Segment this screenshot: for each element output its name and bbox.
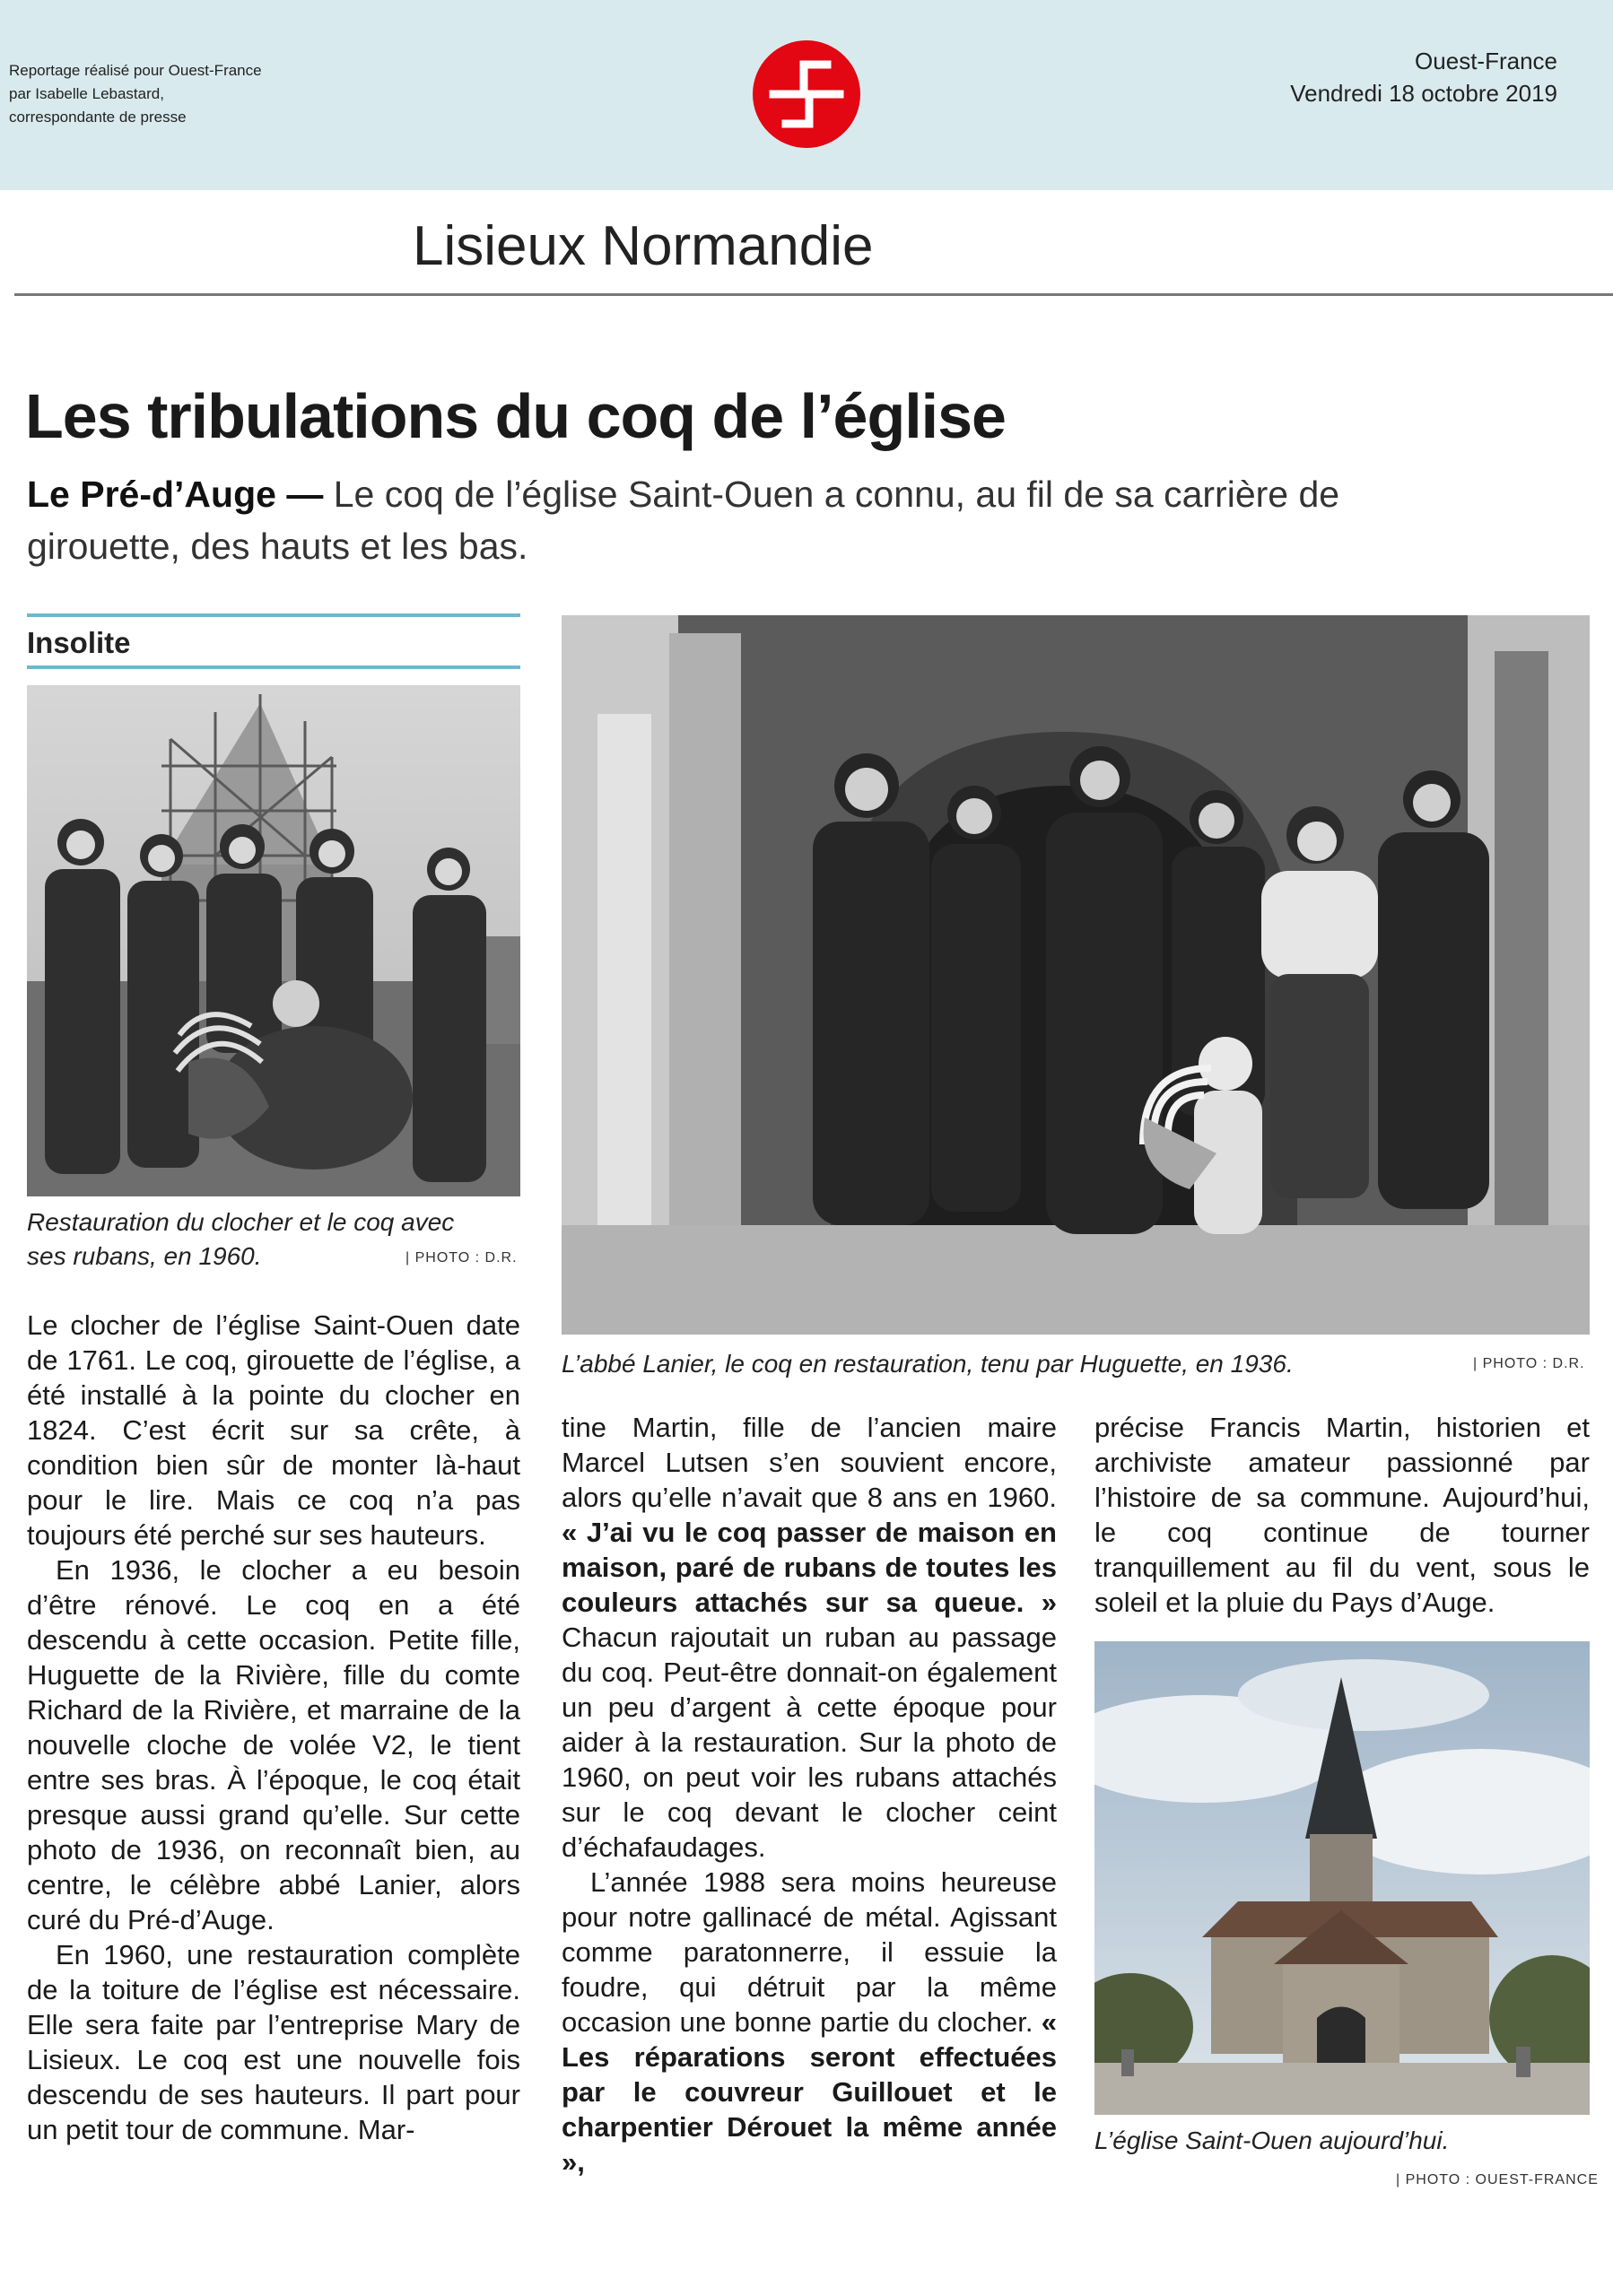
reportage-line-2: par Isabelle Lebastard, (9, 85, 164, 102)
section-title: Lisieux Normandie (413, 215, 874, 277)
dek-place: Le Pré-d’Auge — (27, 474, 324, 515)
photo-1936-group (562, 615, 1590, 1335)
col1-paragraph-1: Le clocher de l’église Saint-Ouen date de 1761. Le coq, girouette de l’église, a été installé à la pointe du clocher en 1824. C’est écrit sur sa crête, à condition bien sûr de monter là-haut pour le lire. Mais ce coq n’a pas toujours été perché sur ses hauteurs. (27, 1309, 520, 1551)
photo-1936-credit: | PHOTO : D.R. (1473, 1356, 1585, 1371)
article-column-2 (562, 1410, 1057, 2179)
rubric-rule-top (27, 613, 520, 617)
col2-paragraph-1 (562, 1410, 1057, 1865)
reportage-credit (9, 59, 386, 129)
publication-date: Vendredi 18 octobre 2019 (1290, 80, 1557, 107)
reportage-line-3: correspondante de presse (9, 109, 187, 126)
publication-info (1166, 45, 1557, 109)
reportage-line-1: Reportage réalisé pour Ouest-France (9, 62, 262, 79)
publication-name: Ouest-France (1415, 48, 1557, 74)
rubric-label: Insolite (27, 626, 131, 659)
article-dek (27, 468, 1498, 572)
photo-1960-restoration (27, 685, 520, 1196)
photo-church-caption: L’église Saint-Ouen aujourd’hui. (1094, 2126, 1450, 2154)
photo-1936-caption: L’abbé Lanier, le coq en restauration, tenu par Huguette, en 1936. (562, 1350, 1294, 1378)
photo-1960-caption: Restauration du clocher et le coq avec ses rubans, en 1960. (27, 1208, 455, 1270)
col3-paragraph-1: précise Francis Martin, historien et archiviste amateur passionné par l’histoire de sa commune. Aujourd’hui, le coq continue de tourner tranquillement au fil du vent, sous le soleil et la pluie du Pays d’Auge. (1094, 1412, 1590, 1618)
col1-paragraph-2: En 1936, le clocher a eu besoin d’être rénové. Le coq en a été descendu à cette occasion. Petite fille, Huguette de la Rivière, fille du comte Richard de la Rivière, et marraine de la nouvelle cloche de volée V2, le tient entre ses bras. À l’époque, le coq était presque aussi grand qu’elle. Sur cette photo de 1936, on reconnaît bien, au centre, le célèbre abbé Lanier, alors curé du Pré-d’Auge. (27, 1554, 520, 1935)
photo-1960-credit: | PHOTO : D.R. (405, 1250, 518, 1265)
rubric-rule-bottom (27, 665, 520, 669)
article-headline: Les tribulations du coq de l’église (25, 381, 1006, 451)
col2-quote-1: « J’ai vu le coq passer de maison en maison, paré de rubans de toutes les couleurs attachés sur sa queue. » (562, 1517, 1057, 1618)
photo-church-credit: | PHOTO : OUEST-FRANCE (1396, 2172, 1599, 2187)
dek-text: Le coq de l’église Saint-Ouen a connu, au fil de sa carrière de girouette, des hauts et les bas. (27, 474, 1340, 567)
article-column-1 (27, 1308, 520, 2147)
ouest-france-logo-icon (752, 39, 861, 149)
photo-church-today (1094, 1641, 1590, 2115)
col2-text-b: Chacun rajoutait un ruban au passage du coq. Peut-être donnait-on également un peu d’argent à cette époque pour aider à la restauration. Sur la photo de 1960, on peut voir les rubans attachés sur le coq devant le clocher ceint d’échafaudages. (562, 1622, 1057, 1863)
section-divider (14, 293, 1613, 296)
col1-paragraph-3: En 1960, une restauration complète de la toiture de l’église est nécessaire. Elle sera faite par l’entreprise Mary de Lisieux. Le coq est une nouvelle fois descendu de ses hauteurs. Il part pour un petit tour de commune. Mar- (27, 1939, 520, 2145)
article-column-3 (1094, 1410, 1590, 1620)
col2-text-c: L’année 1988 sera moins heureuse pour notre gallinacé de métal. Agissant comme paratonnerre, il essuie la foudre, qui détruit par la même occasion une bonne partie du clocher. (562, 1866, 1057, 2038)
col2-quote-2: « Les réparations seront effectuées par le couvreur Guillouet et le charpentier Dérouet la même année », (562, 2006, 1058, 2178)
col2-text-a: tine Martin, fille de l’ancien maire Marcel Lutsen s’en souvient encore, alors qu’elle n’avait que 8 ans en 1960. (562, 1412, 1057, 1513)
col2-paragraph-2 (562, 1865, 1057, 2179)
